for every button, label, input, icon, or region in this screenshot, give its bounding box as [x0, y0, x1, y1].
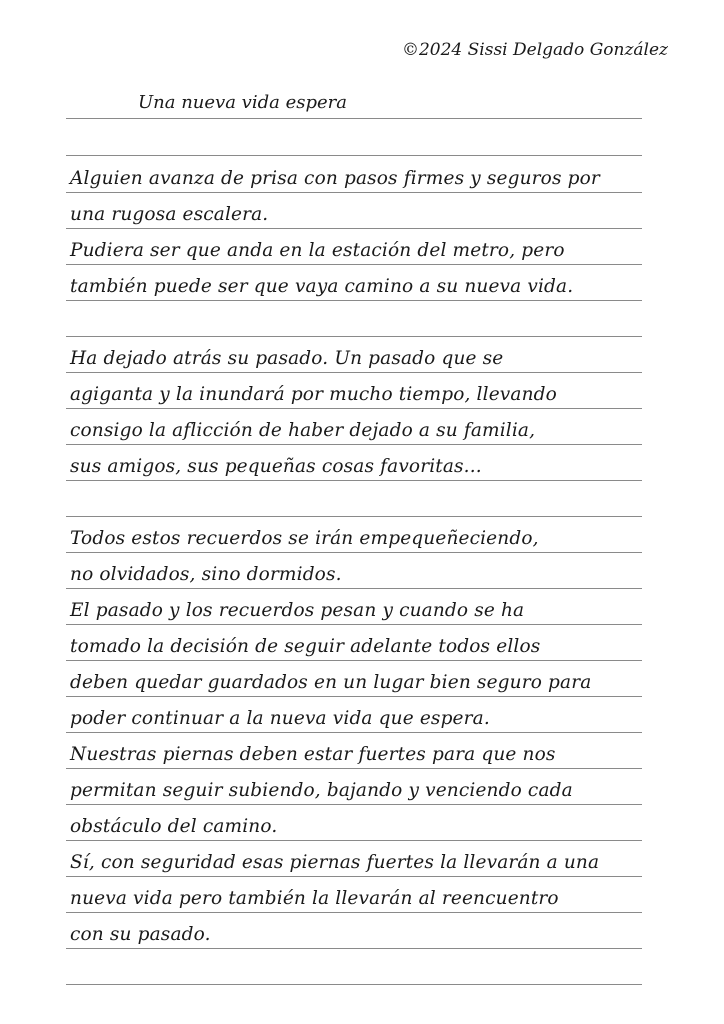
page-title: Una nueva vida espera — [138, 92, 347, 113]
ruled-line — [66, 372, 642, 373]
ruled-line — [66, 876, 642, 877]
ruled-line — [66, 155, 642, 156]
ruled-line — [66, 840, 642, 841]
text-line: con su pasado. — [70, 924, 211, 945]
ruled-line — [66, 732, 642, 733]
ruled-line — [66, 984, 642, 985]
text-line: agiganta y la inundará por mucho tiempo, llevando — [70, 384, 557, 405]
text-line: poder continuar a la nueva vida que espera. — [70, 708, 490, 729]
text-line: Todos estos recuerdos se irán empequeñeciendo, — [70, 528, 539, 549]
ruled-line — [66, 696, 642, 697]
ruled-line — [66, 912, 642, 913]
text-line: consigo la aflicción de haber dejado a su familia, — [70, 420, 536, 441]
ruled-line — [66, 336, 642, 337]
ruled-line — [66, 624, 642, 625]
text-line: no olvidados, sino dormidos. — [70, 564, 342, 585]
ruled-line — [66, 804, 642, 805]
text-line: tomado la decisión de seguir adelante todos ellos — [70, 636, 541, 657]
text-line: también puede ser que vaya camino a su nueva vida. — [70, 276, 574, 297]
ruled-line — [66, 228, 642, 229]
text-line: permitan seguir subiendo, bajando y venciendo cada — [70, 780, 573, 801]
ruled-line — [66, 444, 642, 445]
ruled-line — [66, 516, 642, 517]
text-line: Nuestras piernas deben estar fuertes para que nos — [70, 744, 556, 765]
ruled-line — [66, 660, 642, 661]
ruled-line — [66, 408, 642, 409]
text-line: Ha dejado atrás su pasado. Un pasado que se — [70, 348, 504, 369]
ruled-line — [66, 192, 642, 193]
text-line: Alguien avanza de prisa con pasos firmes y seguros por — [70, 168, 600, 189]
ruled-line — [66, 480, 642, 481]
ruled-line — [66, 300, 642, 301]
text-line: sus amigos, sus pequeñas cosas favoritas... — [70, 456, 482, 477]
text-line: deben quedar guardados en un lugar bien seguro para — [70, 672, 592, 693]
ruled-line — [66, 768, 642, 769]
ruled-line — [66, 588, 642, 589]
text-line: una rugosa escalera. — [70, 204, 269, 225]
ruled-line — [66, 264, 642, 265]
ruled-line — [66, 118, 642, 119]
text-line: El pasado y los recuerdos pesan y cuando se ha — [70, 600, 525, 621]
text-line: Sí, con seguridad esas piernas fuertes la llevarán a una — [70, 852, 600, 873]
ruled-line — [66, 552, 642, 553]
text-line: nueva vida pero también la llevarán al reencuentro — [70, 888, 559, 909]
text-line: Pudiera ser que anda en la estación del metro, pero — [70, 240, 565, 261]
ruled-line — [66, 948, 642, 949]
text-line: obstáculo del camino. — [70, 816, 278, 837]
copyright-notice: ©2024 Sissi Delgado González — [401, 40, 668, 60]
